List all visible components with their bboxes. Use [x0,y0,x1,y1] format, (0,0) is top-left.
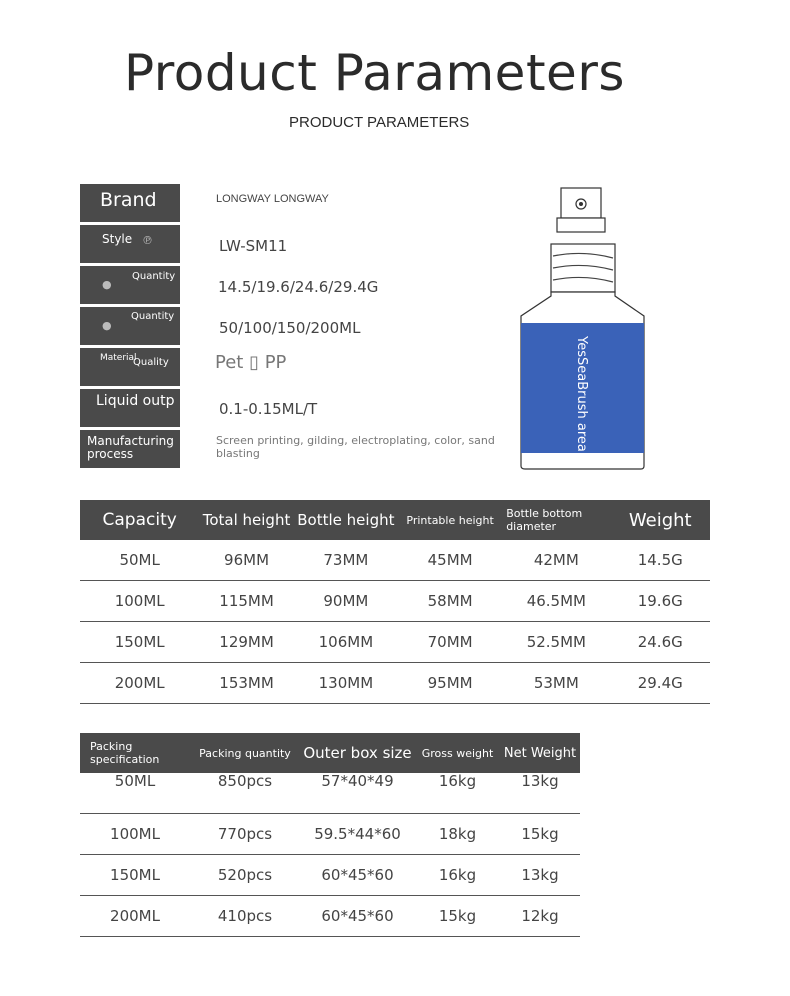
packing-table [80,733,580,937]
cell: 106MM [294,622,398,663]
quantity-label: Quantity [132,271,176,282]
col-header: Weight [610,500,710,540]
spec-label-manufacturing [80,430,180,468]
cell: 60*45*60 [300,855,415,896]
style-label: Style [102,232,133,246]
quantity-value-1: 14.5/19.6/24.6/29.4G [218,278,379,296]
table-row [80,814,580,855]
dimensions-table [80,500,710,704]
cell: 59.5*44*60 [300,814,415,855]
cell: 19.6G [610,581,710,622]
cell: 14.5G [610,540,710,581]
cell: 52.5MM [502,622,610,663]
col-header: Net Weight [500,733,580,773]
quantity-value-2: 50/100/150/200ML [219,319,361,337]
col-header: Gross weight [415,733,500,773]
brand-value: LONGWAY LONGWAY [216,193,329,205]
cell: 410pcs [190,896,300,937]
cell: 129MM [199,622,293,663]
cell: 12kg [500,896,580,937]
col-header: Outer box size [300,733,415,773]
table-row [80,581,710,622]
cell: 200ML [80,896,190,937]
spec-label-style [80,225,180,263]
cell: 24.6G [610,622,710,663]
cell: 153MM [199,663,293,704]
cell: 770pcs [190,814,300,855]
cell: 200ML [80,663,199,704]
cell: 850pcs [190,773,300,814]
cell: 150ML [80,622,199,663]
cell: 16kg [415,855,500,896]
cell: 42MM [502,540,610,581]
table-row [80,855,580,896]
style-value: LW-SM11 [219,237,288,255]
cell: 115MM [199,581,293,622]
col-header: Total height [199,500,293,540]
cell: 90MM [294,581,398,622]
cell: 15kg [415,896,500,937]
cell: 58MM [398,581,502,622]
decor-icon: ℗ [142,234,153,247]
cell: 18kg [415,814,500,855]
cell: 57*40*49 [300,773,415,814]
decor-icon: ● [102,278,112,291]
page-title: Product Parameters [124,44,625,102]
manufacturing-value: Screen printing, gilding, electroplating, color, sand blasting [216,434,495,460]
liquid-value: 0.1-0.15ML/T [219,400,318,418]
table-row [80,540,710,581]
spec-label-quantity-2 [80,307,180,345]
manufacturing-label: Manufacturing process [87,434,174,461]
cell: 46.5MM [502,581,610,622]
cell: 60*45*60 [300,896,415,937]
material-value: Pet ▯ PP [215,352,287,373]
brush-area-label: YesSeaBrush area [574,336,589,452]
cell: 520pcs [190,855,300,896]
col-header: Packing quantity [190,733,300,773]
cell: 50ML [80,540,199,581]
col-header: Capacity [80,500,199,540]
page-subtitle: PRODUCT PARAMETERS [289,114,470,131]
cell: 100ML [80,581,199,622]
spec-label-brand [80,184,180,222]
cell: 13kg [500,855,580,896]
brand-label: Brand [100,189,157,211]
spec-label-material [80,348,180,386]
cell: 53MM [502,663,610,704]
quantity-label: Quantity [131,311,175,322]
col-header: Printable height [398,500,502,540]
cell: 130MM [294,663,398,704]
spray-collar [557,218,605,232]
table-row [80,773,580,814]
cell: 29.4G [610,663,710,704]
col-header: Packing specification [80,733,190,773]
cell: 45MM [398,540,502,581]
bottle-illustration [515,186,650,472]
table-row [80,622,710,663]
cell: 95MM [398,663,502,704]
cell: 15kg [500,814,580,855]
liquid-label: Liquid outp [96,393,175,409]
cell: 150ML [80,855,190,896]
cell: 100ML [80,814,190,855]
decor-icon: ● [102,319,112,332]
cell: 13kg [500,773,580,814]
cell: 73MM [294,540,398,581]
table-row [80,663,710,704]
col-header: Bottle height [294,500,398,540]
material-label: Material [100,353,137,363]
cell: 96MM [199,540,293,581]
quality-label: Quality [133,357,169,368]
cell: 50ML [80,773,190,814]
cell: 70MM [398,622,502,663]
table-row [80,896,580,937]
spec-label-quantity-1 [80,266,180,304]
spec-label-liquid [80,389,180,427]
col-header: Bottle bottom diameter [502,500,610,540]
cell: 16kg [415,773,500,814]
